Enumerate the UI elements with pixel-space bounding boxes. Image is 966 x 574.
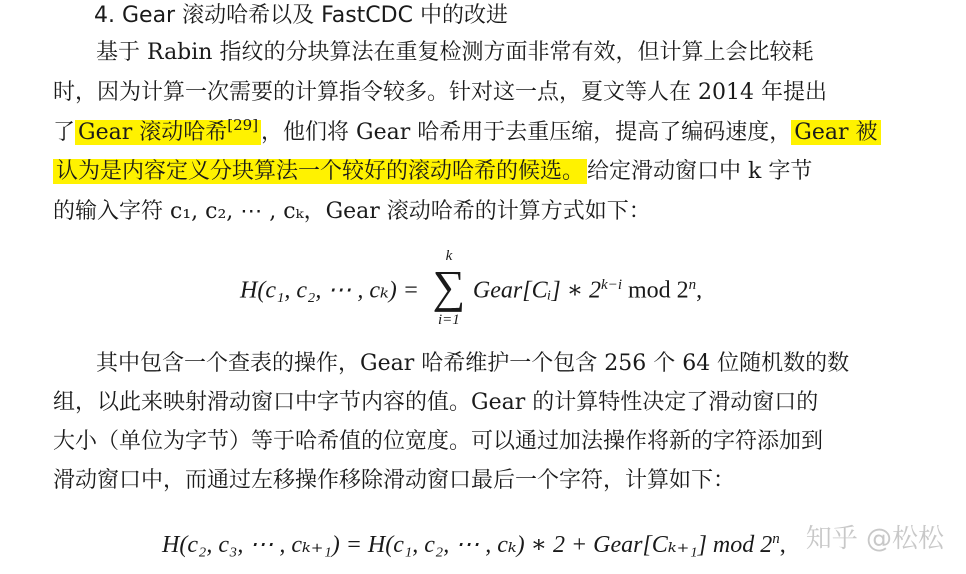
equation-lhs: H(c₁, c₂, ⋯ , cₖ) = [240, 277, 419, 304]
paragraph-2-line-3: 大小（单位为字节）等于哈希值的位宽度。可以通过加法操作将新的字符添加到 [53, 429, 824, 454]
text-fragment: 给定滑动窗口中 k 字节 [587, 159, 813, 184]
equation-tail: , [696, 277, 703, 304]
text-fragment: 了 [53, 120, 76, 145]
highlight-gear-candidate-start: Gear 被 [791, 120, 880, 145]
highlight-text: Gear 滚动哈希 [78, 120, 228, 145]
equation-term: Gear[Cᵢ] ∗ 2 [472, 277, 602, 304]
paragraph-1-line-1: 基于 Rabin 指纹的分块算法在重复检测方面非常有效，但计算上会比较耗 [96, 40, 814, 65]
highlight-gear-rolling-hash [75, 116, 261, 145]
zhihu-watermark: 知乎 @松松 [805, 524, 944, 554]
paragraph-1-line-3 [53, 117, 881, 150]
sum-lower-limit: i=1 [438, 312, 460, 328]
modulus: mod 2 [622, 277, 689, 304]
exponent: k−i [601, 276, 622, 293]
summation [429, 248, 469, 332]
paragraph-1-line-5: 的输入字符 c₁, c₂, ⋯ , cₖ，Gear 滚动哈希的计算方式如下： [53, 199, 651, 224]
equation-gear-hash [240, 248, 703, 332]
sum-upper-limit: k [445, 248, 453, 264]
paragraph-2-line-2: 组，以此来映射滑动窗口中字节内容的值。Gear 的计算特性决定了滑动窗口的 [53, 390, 819, 415]
citation[interactable]: [29] [227, 116, 259, 134]
equation-gear-update [162, 530, 786, 559]
text-fragment: ，他们将 Gear 哈希用于去重压缩，提高了编码速度， [261, 120, 792, 145]
sigma-symbol: ∑ [432, 261, 466, 312]
mod-exponent: n [772, 531, 780, 547]
paragraph-2-line-4: 滑动窗口中，而通过左移操作移除滑动窗口最后一个字符，计算如下： [53, 468, 736, 493]
equation-text: H(c₂, c₃, ⋯ , cₖ₊₁) = H(c₁, c₂, ⋯ , cₖ) ∗ 2 + Gear[Cₖ₊₁] mod 2 [162, 532, 773, 558]
mod-exponent: n [688, 276, 697, 293]
paragraph-2-line-1: 其中包含一个查表的操作，Gear 哈希维护一个包含 256 个 64 位随机数的数 [96, 351, 850, 376]
paragraph-1-line-2: 时，因为计算一次需要的计算指令较多。针对这一点，夏文等人在 2014 年提出 [53, 80, 827, 105]
paragraph-1-line-4 [53, 156, 812, 188]
equation-tail: , [779, 532, 786, 558]
section-heading: 4. Gear 滚动哈希以及 FastCDC 中的改进 [94, 3, 508, 28]
highlight-gear-candidate-end: 认为是内容定义分块算法一个较好的滚动哈希的候选。 [53, 159, 587, 184]
